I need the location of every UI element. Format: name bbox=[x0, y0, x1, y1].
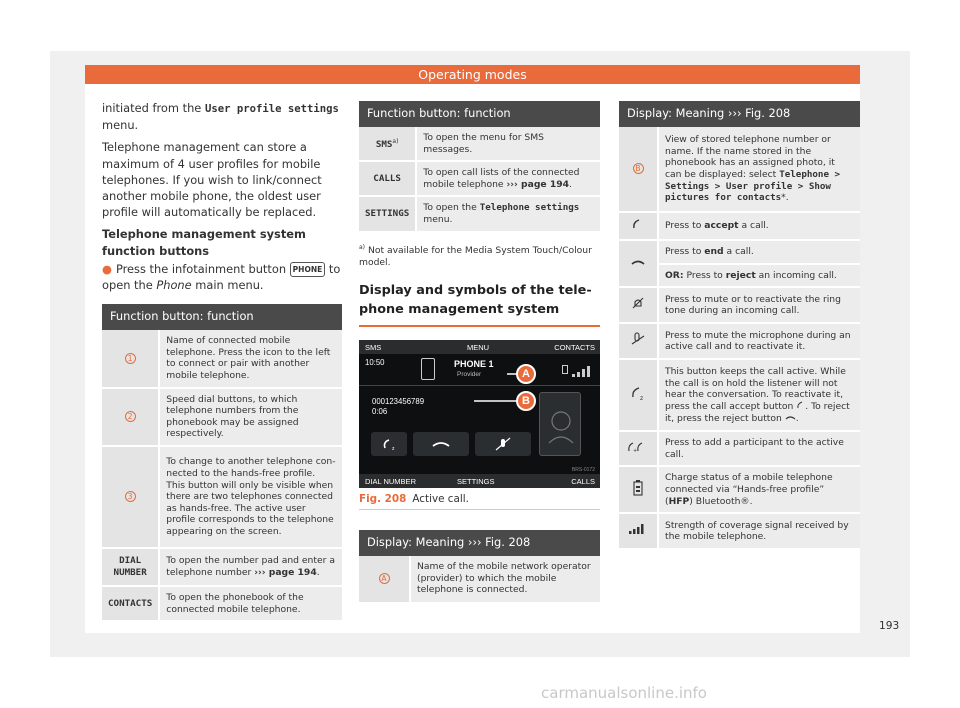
infotainment-screen-figure bbox=[359, 340, 600, 488]
svg-text:z: z bbox=[640, 395, 644, 402]
table-row bbox=[102, 389, 342, 447]
callout-b-icon: B bbox=[633, 163, 644, 174]
section-heading: Telephone management system function buttons bbox=[102, 227, 306, 258]
row-text-a: This button keeps the call active. While the call is on hold the listener will not hear the conversation. To reactivate it, press the call accept button bbox=[665, 366, 846, 412]
end-call-icon bbox=[630, 257, 646, 267]
table-row bbox=[102, 549, 342, 587]
table-row bbox=[619, 288, 860, 324]
page-link[interactable]: ››› page 194 bbox=[254, 566, 317, 578]
table-row bbox=[102, 330, 342, 388]
row-text bbox=[659, 127, 860, 213]
callout-b-icon: B bbox=[516, 391, 536, 411]
end-call-icon bbox=[785, 414, 796, 421]
callout-lines bbox=[359, 340, 600, 488]
callout-1-icon: 1 bbox=[125, 353, 136, 364]
page-number: 193 bbox=[879, 620, 900, 632]
table-row bbox=[359, 127, 600, 162]
figure-caption bbox=[359, 493, 600, 510]
page-header: Operating modes bbox=[85, 65, 860, 84]
table-row bbox=[102, 447, 342, 549]
accept-call-icon bbox=[631, 218, 645, 230]
row-text-a: To open call lists of the connected mobile telephone bbox=[423, 167, 580, 190]
contacts-key: CONTACTS bbox=[108, 597, 153, 609]
intro-text-end: menu. bbox=[102, 118, 139, 133]
row-text-bold-2: reject bbox=[725, 269, 756, 281]
svg-text:z: z bbox=[392, 445, 395, 452]
table-row bbox=[359, 162, 600, 197]
row-text-b: a call. bbox=[726, 245, 754, 257]
screen-number: 000123456789 bbox=[372, 396, 425, 406]
row-text-a: To open the number pad and enter a telephone number bbox=[166, 555, 335, 578]
bullet-text: Press the infotainment button bbox=[115, 261, 287, 276]
row-text bbox=[160, 549, 342, 587]
footnote bbox=[359, 242, 600, 269]
function-table-left bbox=[102, 304, 342, 622]
row-text bbox=[659, 241, 860, 265]
table-row bbox=[359, 556, 600, 604]
row-text bbox=[417, 162, 600, 197]
screen-time: 10:50 bbox=[365, 357, 385, 367]
signal-strength-icon bbox=[629, 524, 647, 534]
table-row bbox=[619, 360, 860, 432]
callout-2-icon: 2 bbox=[125, 411, 136, 422]
row-text: Strength of coverage signal received by the mobile telephone. bbox=[659, 514, 860, 550]
table-row bbox=[619, 241, 860, 265]
row-text-bold: OR: bbox=[665, 269, 684, 281]
table-header: Function button: function bbox=[359, 101, 600, 127]
dial-number-screen-button: DIAL NUMBER bbox=[365, 476, 416, 486]
menu-screen-button: MENU bbox=[467, 342, 490, 352]
footnote-text: Not available for the Media System Touch/Colour model. bbox=[359, 244, 592, 268]
ringtone-mute-icon bbox=[631, 296, 645, 310]
row-text-b: . bbox=[316, 566, 320, 578]
sms-screen-button: SMS bbox=[365, 342, 382, 352]
watermark: carmanualsonline.info bbox=[541, 684, 707, 702]
table-row bbox=[619, 432, 860, 467]
row-text: Name of the mobile network operator (provider) to which the mobile telephone is connected. bbox=[411, 556, 600, 604]
row-text-a: Press to bbox=[665, 245, 702, 257]
phone-key-icon: PHONE bbox=[290, 262, 326, 277]
row-text-b: . bbox=[569, 178, 572, 190]
column-left bbox=[102, 100, 342, 622]
row-text-a: Charge status of a mobile telephone connected via “Hands-free profile” ( bbox=[665, 472, 833, 507]
row-text-a: To open the bbox=[423, 202, 477, 214]
table-row bbox=[619, 213, 860, 241]
row-text: To change to another telephone connected to the hands-free profile. This button will only be visible when there are two telephones connected as hands-free. The active user profile corresponds to the telephone appearing on the screen. bbox=[160, 447, 342, 549]
menu-name: User profile settings bbox=[204, 103, 339, 115]
instruction-bullet bbox=[102, 261, 342, 293]
profiles-paragraph: Telephone management can store a maximum of 4 user profiles for mobile telephones. If you wish to link/connect another mobile phone, the oldest user profile will automatically be replaced. bbox=[102, 140, 322, 220]
section-title: Display and symbols of the telephone management system bbox=[359, 281, 600, 327]
row-text-b: an incoming call. bbox=[758, 269, 837, 281]
calls-screen-button: CALLS bbox=[571, 476, 595, 486]
row-text-bold: HFP bbox=[668, 495, 690, 507]
display-table-right bbox=[619, 101, 860, 550]
row-text: To open the phonebook of the connected mobile telephone. bbox=[160, 587, 342, 622]
bullet-menu-name: Phone bbox=[156, 278, 192, 293]
figure-code: BRS-0172 bbox=[571, 466, 595, 473]
call-hold-icon bbox=[630, 385, 646, 401]
microphone-mute-icon bbox=[630, 332, 646, 346]
table-row bbox=[102, 587, 342, 622]
screen-phone-name: PHONE 1 bbox=[454, 358, 494, 369]
table-row bbox=[619, 467, 860, 514]
row-text-b: ) Bluetooth®. bbox=[689, 495, 753, 507]
row-text-a: Press to bbox=[686, 269, 723, 281]
column-middle bbox=[359, 101, 600, 604]
row-text-b: . To reject it, press the reject button bbox=[665, 400, 850, 424]
page-link[interactable]: ››› page 194 bbox=[506, 178, 570, 190]
row-text-b: *. bbox=[781, 192, 789, 204]
row-text-a: Press to bbox=[665, 220, 702, 231]
row-text: Press to mute the microphone during an active call and to reactivate it. bbox=[659, 324, 860, 360]
figure-number: Fig. 208 bbox=[359, 492, 407, 505]
table-header: Function button: function bbox=[102, 304, 342, 330]
accept-call-icon bbox=[796, 401, 805, 409]
row-text-b: menu. bbox=[423, 213, 453, 225]
sms-key: SMS bbox=[375, 139, 393, 151]
row-text: Name of connected mobile telephone. Press the icon to the left to connect or pair with another mobile telephone. bbox=[160, 330, 342, 388]
row-text-bold: end bbox=[704, 245, 724, 257]
screen-provider: Provider bbox=[457, 370, 482, 378]
table-row bbox=[619, 514, 860, 550]
bullet-text-2: to open the bbox=[102, 261, 341, 293]
intro-text: initiated from the bbox=[102, 101, 202, 115]
intro-paragraph bbox=[102, 100, 342, 133]
row-text bbox=[659, 467, 860, 514]
callout-a-icon: A bbox=[379, 573, 390, 584]
settings-screen-button: SETTINGS bbox=[457, 476, 495, 486]
calls-key: CALLS bbox=[373, 172, 401, 184]
row-text: Press to add a participant to the active call. bbox=[659, 432, 860, 467]
bullet-text-3: main menu. bbox=[195, 278, 264, 293]
row-text bbox=[659, 360, 860, 432]
column-right bbox=[619, 101, 860, 550]
table-row bbox=[359, 197, 600, 232]
row-text bbox=[659, 213, 860, 241]
table-header: Display: Meaning ››› Fig. 208 bbox=[619, 101, 860, 127]
row-text bbox=[417, 197, 600, 232]
table-row bbox=[619, 324, 860, 360]
table-header: Display: Meaning ››› Fig. 208 bbox=[359, 530, 600, 556]
row-text: To open the menu for SMS messages. bbox=[417, 127, 600, 162]
battery-icon bbox=[633, 480, 643, 496]
screen-duration: 0:06 bbox=[372, 406, 388, 416]
settings-key: SETTINGS bbox=[365, 208, 410, 220]
table-row bbox=[619, 127, 860, 213]
row-text-c: . bbox=[795, 412, 799, 424]
bullet-icon: ● bbox=[102, 261, 112, 276]
footnote-mark: a) bbox=[359, 243, 366, 251]
row-text-b: a call. bbox=[741, 220, 769, 231]
function-table-middle bbox=[359, 101, 600, 233]
footnote-mark: a) bbox=[392, 138, 399, 146]
menu-name: Telephone settings bbox=[479, 202, 580, 214]
display-table-middle bbox=[359, 530, 600, 604]
row-text bbox=[659, 265, 860, 289]
dial-number-key: DIAL NUMBER bbox=[113, 555, 147, 578]
row-text-bold: accept bbox=[704, 220, 739, 231]
figure-caption-text: Active call. bbox=[412, 492, 469, 505]
svg-text:+: + bbox=[633, 447, 638, 453]
row-text-a: View of stored telephone number or name. If the name stored in the phonebook has an assigned photo, it can be displayed: select bbox=[665, 134, 835, 180]
row-text: Press to mute or to reactivate the ring tone during an incoming call. bbox=[659, 288, 860, 324]
callout-a-icon: A bbox=[516, 364, 536, 384]
contacts-screen-button: CONTACTS bbox=[554, 342, 595, 352]
conference-call-icon bbox=[627, 441, 649, 453]
callout-3-icon: 3 bbox=[125, 491, 136, 502]
row-text: Speed dial buttons, to which telephone numbers from the phonebook may be assigned respectively. bbox=[160, 389, 342, 447]
menu-path: Telephone > Settings > User profile > Show pictures for contacts bbox=[665, 169, 841, 204]
